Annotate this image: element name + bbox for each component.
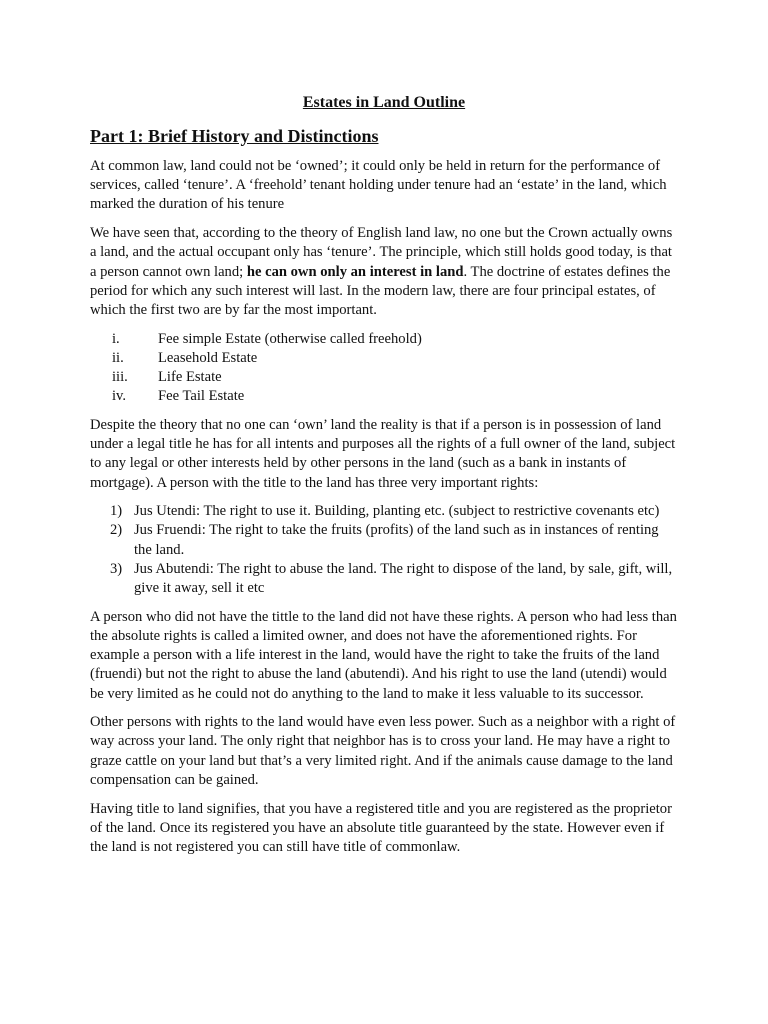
- list-marker: iv.: [112, 388, 127, 405]
- paragraph-text: . The doctrine of estates defines the period for which any such interest will last. In the modern law, there are four principal estates, of which the first two are by far the most important.: [90, 263, 671, 318]
- list-marker: 2): [110, 522, 123, 539]
- paragraph-tenure: At common law, land could not be ‘owned’; it could only be held in return for the performance of services, called ‘tenure’. A ‘freehold’ tenant holding under tenure had an ‘estate’ in the land, which marked the duration of his tenure: [90, 158, 667, 213]
- list-marker: iii.: [112, 369, 128, 386]
- list-marker: 1): [110, 503, 123, 520]
- part1-heading: Part 1: Brief History and Distinctions: [90, 126, 379, 146]
- document-body: [90, 157, 682, 867]
- list-item-text: Life Estate: [158, 369, 222, 386]
- list-item: [90, 560, 682, 598]
- list-item-text: Leasehold Estate: [158, 349, 258, 366]
- paragraph-possession: Despite the theory that no one can ‘own’ land the reality is that if a person is in possession of land under a legal title he has for all intents and purposes all the rights of a full owner of the land, subject to any legal or other interests held by other persons in the land (such as a bank in instants of mortgage). A person with the title to the land has three very important rights:: [90, 416, 676, 491]
- list-marker: ii.: [112, 349, 124, 366]
- list-marker: 3): [110, 560, 123, 577]
- list-item: [90, 502, 682, 521]
- rights-list: [90, 502, 682, 598]
- list-item-text: Jus Utendi: The right to use it. Building, planting etc. (subject to restrictive covenants etc): [134, 503, 660, 520]
- list-item: [90, 349, 682, 368]
- list-item-text: Jus Fruendi: The right to take the fruits (profits) of the land such as in instances of renting the land.: [134, 522, 659, 558]
- paragraph-other-persons: Other persons with rights to the land would have even less power. Such as a neighbor with a right of way across your land. The only right that neighbor has is to cross your land. He may have a right to graze cattle on your land but that’s a very limited right. And if the animals cause damage to the land compensation can be gained.: [90, 714, 676, 788]
- list-item-text: Jus Abutendi: The right to abuse the land. The right to dispose of the land, by sale, gift, will, give it away, sell it etc: [134, 560, 673, 597]
- list-item: [90, 387, 682, 406]
- list-item: [90, 521, 682, 559]
- document-title: Estates in Land Outline: [302, 94, 466, 111]
- paragraph-english-land-law: [90, 224, 682, 320]
- paragraph-limited-owner: A person who did not have the tittle to the land did not have these rights. A person who had less than the absolute rights is called a limited owner, and does not have the aforementioned rights. For example a person with a life interest in the land, would have the right to take the fruits of the land (fruendi) but not the right to abuse the land (abutendi). And his right to use the land (utendi) would be very limited as he could not do anything to the land to make it less valuable to its successor.: [90, 608, 677, 702]
- list-item-text: Fee simple Estate (otherwise called freehold): [158, 330, 422, 347]
- list-item: [90, 368, 682, 387]
- paragraph-title-to-land: Having title to land signifies, that you have a registered title and you are registered as the proprietor of the land. Once its registered you have an absolute title guaranteed by the state. However even if the land is not registered you can still have title of commonlaw.: [90, 800, 672, 855]
- estates-list: [90, 330, 682, 407]
- bold-emphasis: he can own only an interest in land: [246, 263, 464, 280]
- paragraph-text: We have seen that, according to the theory of English land law, no one but the Crown actually owns a land, and the actual occupant only has ‘tenure’. The principle, which still holds good today, is that a person cannot own land;: [90, 225, 673, 280]
- list-marker: i.: [112, 330, 120, 347]
- list-item: [90, 330, 682, 349]
- list-item-text: Fee Tail Estate: [158, 388, 245, 405]
